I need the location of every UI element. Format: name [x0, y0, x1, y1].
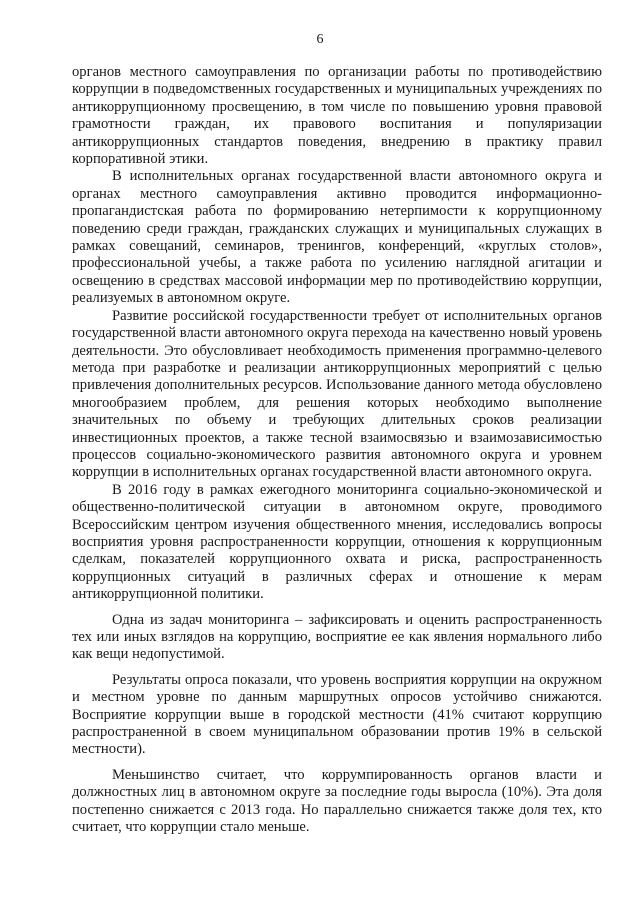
- paragraph-continuation: органов местного самоуправления по организации работы по противодействию коррупции в подведомственных государственных и муниципальных учреждениях по антикоррупционному просвещению, в том числе по повышению уровня правовой грамотности граждан, их правового воспитания и популяризации антикоррупционных стандартов поведения, внедрению в практику правил корпоративной этики.: [72, 64, 602, 168]
- page-number: 6: [316, 32, 324, 47]
- paragraph-monitoring-2016: В 2016 году в рамках ежегодного мониторинга социально-экономической и общественно-политической ситуации в автономном округе, проводимого Всероссийским центром изучения общественного мнения, исследовались вопросы восприятия уровня распространенности коррупции, отношения к коррупционным сделкам, показателей коррупционного охвата и риска, распространенность коррупционных ситуаций в различных сферах и отношение к мерам антикоррупционной политики.: [72, 481, 602, 603]
- paragraph-information-propaganda-work: В исполнительных органах государственной власти автономного округа и органах местного самоуправления активно проводится информационно-пропагандистская работа по формированию нетерпимости к коррупционному поведению среди граждан, гражданских служащих и муниципальных служащих в рамках совещаний, семинаров, тренингов, конференций, «круглых столов», профессиональной учебы, а также работа по усилению наглядной агитации и освещению в средствах массовой информации мер по противодействию коррупции, реализуемых в автономном округе.: [72, 168, 602, 307]
- paragraph-survey-results: Результаты опроса показали, что уровень восприятия коррупции на окружном и местном уровне по данным маршрутных опросов устойчиво снижаются. Восприятие коррупции выше в городской местности (41% считают коррупцию распространенной в своем муниципальном образовании против 19% в сельской местности).: [72, 671, 602, 758]
- paragraph-monitoring-task: Одна из задач мониторинга – зафиксировать и оценить распространенность тех или иных взглядов на коррупцию, восприятие ее как явления нормального либо как вещи недопустимой.: [72, 611, 602, 663]
- paragraph-minority-opinion: Меньшинство считает, что коррумпированность органов власти и должностных лиц в автономном округе за последние годы выросла (10%). Эта доля постепенно снижается с 2013 года. Но параллельно снижается также доля тех, кто считает, что коррупции стало меньше.: [72, 766, 602, 836]
- paragraph-program-target-method: Развитие российской государственности требует от исполнительных органов государственной власти автономного округа перехода на качественно новый уровень деятельности. Это обусловливает необходимость применения программно-целевого метода при разработке и реализации антикоррупционных мероприятий с целью привлечения дополнительных ресурсов. Использование данного метода обусловлено многообразием проблем, для решения которых необходимо выполнение значительных по объему и требующих длительных сроков реализации инвестиционных проектов, а также тесной взаимосвязью и взаимозависимостью процессов социально-экономического развития автономного округа и уровнем коррупции в исполнительных органах государственной власти автономного округа.: [72, 307, 602, 481]
- document-body: [72, 64, 602, 836]
